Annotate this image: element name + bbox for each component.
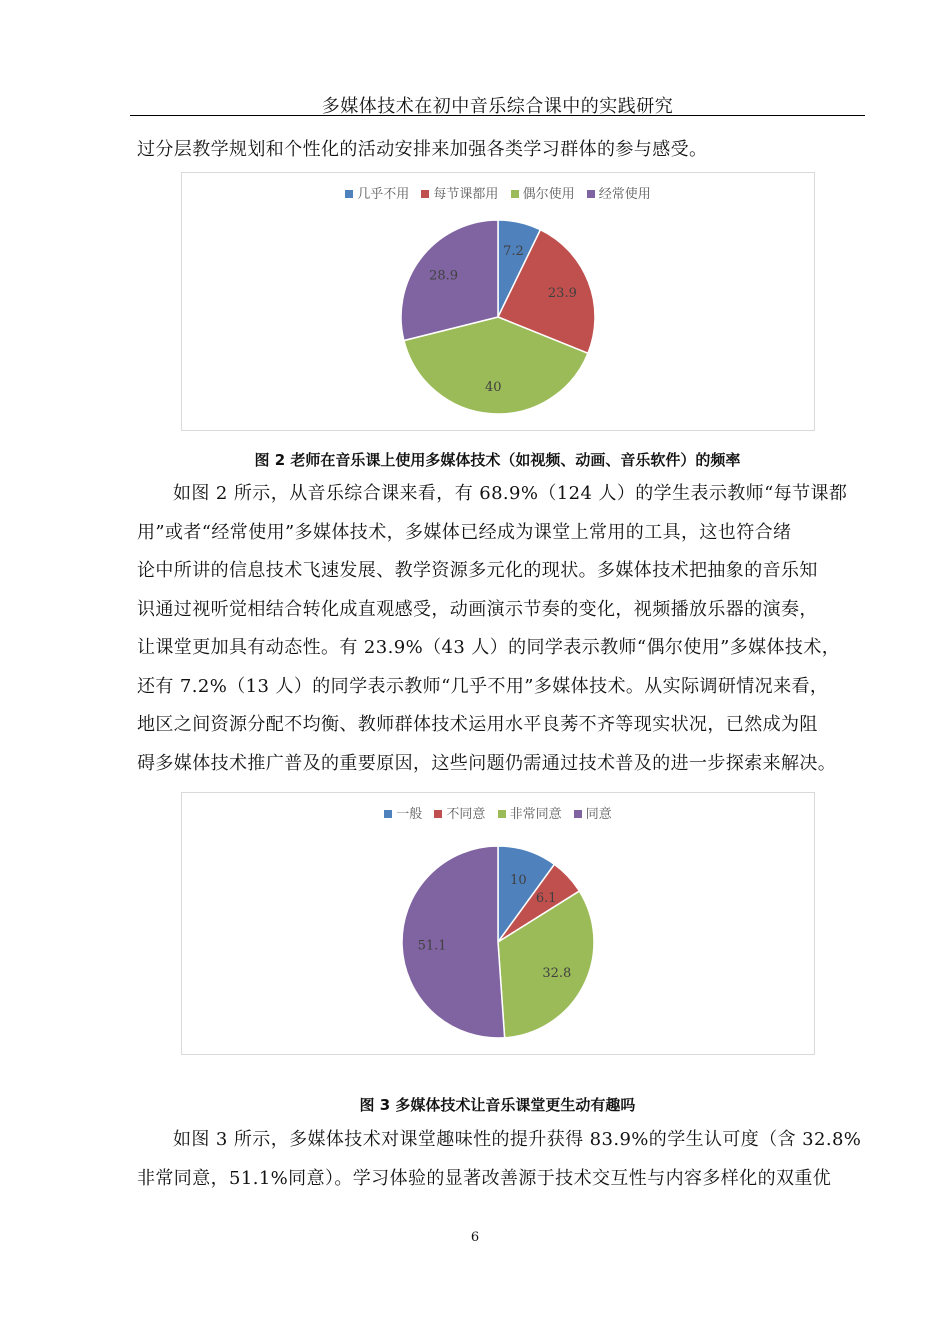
paragraph-middle — [137, 475, 865, 783]
figure-caption-3: 图 3 多媒体技术让音乐课堂更生动有趣吗 — [359, 1096, 636, 1114]
pie-data-label: 28.9 — [429, 268, 459, 284]
pie-chart-2 — [182, 793, 814, 1054]
text-line: 非常同意，51.1%同意）。学习体验的显著改善源于技术交互性与内容多样化的双重优 — [137, 1167, 832, 1189]
paragraph-bottom — [137, 1121, 865, 1198]
pie-data-label: 32.8 — [542, 965, 572, 981]
page-number: 6 — [470, 1230, 480, 1245]
legend-label: 经常使用 — [598, 187, 651, 202]
text-line: 论中所讲的信息技术飞速发展、教学资源多元化的现状。多媒体技术把抽象的音乐知 — [137, 560, 818, 581]
text-line: 如图 2 所示，从音乐综合课来看，有 68.9%（124 人）的学生表示教师“每节课都 — [173, 483, 848, 504]
paragraph-top — [137, 131, 865, 170]
text-line: 如图 3 所示，多媒体技术对课堂趣味性的提升获得 83.9%的学生认可度（含 32.8% — [173, 1129, 862, 1150]
legend-label: 同意 — [585, 807, 612, 822]
text-line: 用”或者“经常使用”多媒体技术，多媒体已经成为课堂上常用的工具，这也符合绪 — [137, 521, 792, 543]
legend-label: 不同意 — [446, 807, 486, 822]
pie-chart-1 — [182, 173, 814, 430]
legend-label: 一般 — [396, 807, 423, 822]
page-header-title: 多媒体技术在初中音乐综合课中的实践研究 — [321, 96, 674, 117]
text-line: 地区之间资源分配不均衡、教师群体技术运用水平良莠不齐等现实状况，已然成为阻 — [137, 714, 818, 735]
pie-data-label: 23.9 — [547, 286, 577, 302]
pie-data-label: 10 — [510, 873, 527, 889]
figure-caption-2: 图 2 老师在音乐课上使用多媒体技术（如视频、动画、音乐软件）的频率 — [254, 451, 741, 469]
pie-data-label: 40 — [484, 379, 502, 395]
pie-data-label: 6.1 — [535, 890, 557, 906]
pie-chart-frame-1 — [181, 172, 815, 431]
text-line: 还有 7.2%（13 人）的同学表示教师“几乎不用”多媒体技术。从实际调研情况来看， — [137, 675, 829, 697]
text-line: 让课堂更加具有动态性。有 23.9%（43 人）的同学表示教师“偶尔使用”多媒体技术， — [137, 637, 841, 658]
header-rule — [130, 115, 865, 116]
text-line: 过分层教学规划和个性化的活动安排来加强各类学习群体的参与感受。 — [137, 139, 708, 160]
pie-chart-frame-2 — [181, 792, 815, 1055]
legend-label: 偶尔使用 — [522, 187, 575, 202]
pie-data-label: 7.2 — [503, 243, 524, 259]
text-line: 识通过视听觉相结合转化成直观感受，动画演示节奏的变化，视频播放乐器的演奏， — [137, 598, 818, 620]
legend-label: 几乎不用 — [357, 187, 410, 202]
text-line: 碍多媒体技术推广普及的重要原因，这些问题仍需通过技术普及的进一步探索来解决。 — [137, 752, 837, 774]
legend-label: 每节课都用 — [433, 187, 499, 202]
pie-data-label: 51.1 — [417, 938, 447, 954]
legend-label: 非常同意 — [509, 807, 562, 822]
